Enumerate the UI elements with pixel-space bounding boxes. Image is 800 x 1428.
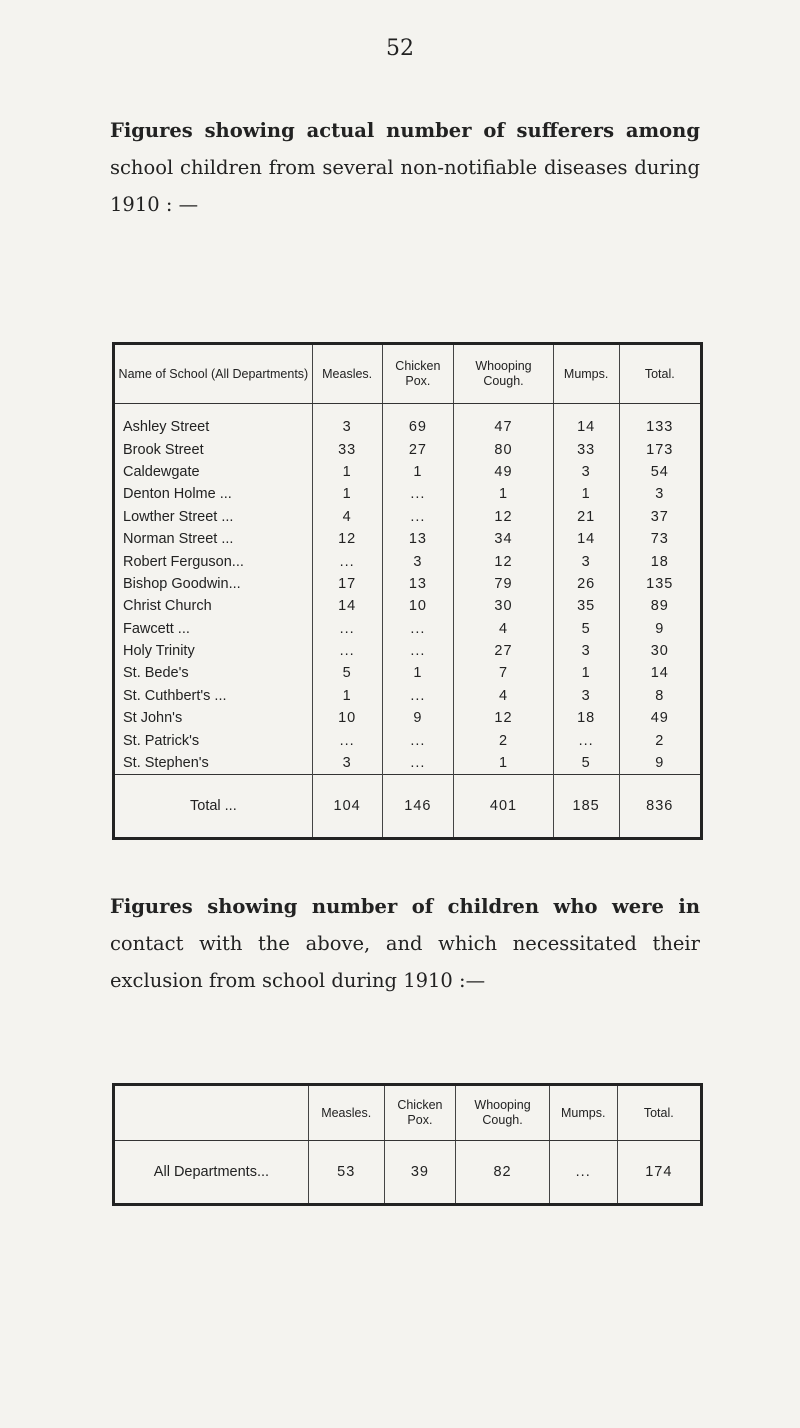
cell-chicken-pox: ... [382,506,454,528]
cell-chicken-pox: 13 [382,528,454,550]
cell-measles: 1 [312,461,382,483]
cell-school: Bishop Goodwin... [123,575,241,592]
cell-mumps: 21 [553,506,619,528]
total-whooping-cough: 401 [454,775,554,839]
cell-total: 174 [617,1141,701,1205]
cell-mumps: ... [549,1141,617,1205]
cell-chicken-pox: ... [382,640,454,662]
cell-mumps: 3 [553,685,619,707]
cell-total: 18 [619,550,701,572]
cell-total: 30 [619,640,701,662]
header-total: Total. [617,1085,701,1141]
cell-total: 49 [619,707,701,729]
cell-whooping-cough: 79 [454,573,554,595]
table-row [114,461,702,483]
total-label: Total ... [114,775,313,839]
cell-measles: ... [312,618,382,640]
cell-school: Lowther Street ... [123,508,234,525]
table-row [114,404,702,439]
cell-total: 8 [619,685,701,707]
cell-mumps: 3 [553,550,619,572]
header-mumps: Mumps. [549,1085,617,1141]
cell-school: Fawcett ... [123,620,190,637]
cell-chicken-pox: ... [382,483,454,505]
cell-total: 54 [619,461,701,483]
cell-total: 14 [619,662,701,684]
cell-total: 135 [619,573,701,595]
cell-school: Brook Street [123,441,204,458]
header-measles: Measles. [308,1085,384,1141]
cell-chicken-pox: ... [382,729,454,751]
sufferers-table [112,342,703,840]
cell-whooping-cough: 49 [454,461,554,483]
paragraph-body: contact with the above, and which necessitated their exclusion from school during 1910 :— [110,932,700,992]
table-row [114,595,702,617]
cell-whooping-cough: 27 [454,640,554,662]
table-header-row [114,344,702,404]
cell-chicken-pox: 3 [382,550,454,572]
table-row [114,506,702,528]
cell-school: Christ Church [123,598,212,615]
cell-chicken-pox: 39 [384,1141,456,1205]
cell-chicken-pox: ... [382,618,454,640]
cell-mumps: 14 [553,404,619,439]
cell-whooping-cough: 1 [454,752,554,775]
header-whooping-cough: Whooping Cough. [454,344,554,404]
table-row [114,438,702,460]
table-header-row [114,1085,702,1141]
cell-mumps: 1 [553,662,619,684]
cell-total: 2 [619,729,701,751]
table-row [114,483,702,505]
cell-whooping-cough: 80 [454,438,554,460]
header-chicken-pox: Chicken Pox. [384,1085,456,1141]
cell-mumps: 3 [553,640,619,662]
cell-whooping-cough: 2 [454,729,554,751]
cell-measles: 10 [312,707,382,729]
table-row [114,640,702,662]
cell-chicken-pox: 27 [382,438,454,460]
table-row [114,662,702,684]
cell-school: St. Cuthbert's ... [123,687,227,704]
table-row [114,685,702,707]
paragraph-lead: Figures showing actual number of sufferers among [110,119,700,142]
cell-total: 133 [619,404,701,439]
header-total: Total. [619,344,701,404]
cell-whooping-cough: 12 [454,550,554,572]
cell-measles: 1 [312,685,382,707]
cell-school: St John's [123,710,183,727]
table-row [114,729,702,751]
cell-chicken-pox: 9 [382,707,454,729]
cell-chicken-pox: 10 [382,595,454,617]
cell-whooping-cough: 12 [454,506,554,528]
cell-whooping-cough: 1 [454,483,554,505]
cell-measles: ... [312,550,382,572]
paragraph-lead: Figures showing number of children who were in [110,895,700,918]
cell-measles: ... [312,640,382,662]
header-mumps: Mumps. [553,344,619,404]
paragraph-body: school children from several non-notifiable diseases during 1910 : — [110,156,700,216]
cell-total: 89 [619,595,701,617]
table-row [114,707,702,729]
cell-total: 9 [619,618,701,640]
cell-mumps: ... [553,729,619,751]
cell-measles: 33 [312,438,382,460]
page-number: 52 [386,36,414,61]
cell-school: Denton Holme ... [123,486,232,503]
cell-school: Holy Trinity [123,643,195,660]
cell-whooping-cough: 47 [454,404,554,439]
cell-mumps: 33 [553,438,619,460]
cell-measles: 4 [312,506,382,528]
cell-whooping-cough: 30 [454,595,554,617]
cell-school: St. Stephen's [123,755,209,772]
cell-measles: 12 [312,528,382,550]
cell-chicken-pox: 1 [382,461,454,483]
cell-mumps: 3 [553,461,619,483]
header-school: Name of School (All Departments) [114,344,313,404]
cell-measles: 53 [308,1141,384,1205]
cell-mumps: 1 [553,483,619,505]
table-row [114,528,702,550]
cell-total: 3 [619,483,701,505]
cell-measles: 17 [312,573,382,595]
cell-school: Caldewgate [123,463,200,480]
cell-mumps: 5 [553,618,619,640]
cell-whooping-cough: 7 [454,662,554,684]
cell-chicken-pox: ... [382,685,454,707]
header-chicken-pox: Chicken Pox. [382,344,454,404]
total-chicken-pox: 146 [382,775,454,839]
cell-school: Ashley Street [123,419,210,436]
cell-chicken-pox: 69 [382,404,454,439]
header-whooping-cough: Whooping Cough. [456,1085,550,1141]
cell-mumps: 18 [553,707,619,729]
intro-paragraph-sufferers [110,112,700,223]
table-total-row [114,775,702,839]
table-row [114,618,702,640]
cell-whooping-cough: 4 [454,618,554,640]
cell-mumps: 26 [553,573,619,595]
cell-measles: 14 [312,595,382,617]
total-mumps: 185 [553,775,619,839]
table-row [114,1141,702,1205]
total-total: 836 [619,775,701,839]
cell-whooping-cough: 82 [456,1141,550,1205]
header-measles: Measles. [312,344,382,404]
cell-whooping-cough: 12 [454,707,554,729]
cell-mumps: 5 [553,752,619,775]
cell-mumps: 35 [553,595,619,617]
cell-measles: 5 [312,662,382,684]
cell-measles: ... [312,729,382,751]
table-row [114,752,702,775]
cell-total: 73 [619,528,701,550]
cell-total: 9 [619,752,701,775]
cell-whooping-cough: 4 [454,685,554,707]
cell-chicken-pox: 13 [382,573,454,595]
cell-chicken-pox: 1 [382,662,454,684]
row-label: All Departments... [153,1164,270,1180]
cell-total: 173 [619,438,701,460]
intro-paragraph-contacts [110,888,700,999]
cell-school: Norman Street ... [123,531,234,548]
table-row [114,550,702,572]
cell-measles: 3 [312,404,382,439]
total-measles: 104 [312,775,382,839]
cell-school: St. Bede's [123,665,189,682]
cell-measles: 1 [312,483,382,505]
cell-chicken-pox: ... [382,752,454,775]
cell-total: 37 [619,506,701,528]
cell-mumps: 14 [553,528,619,550]
contacts-table [112,1083,703,1206]
table-row [114,573,702,595]
header-blank [114,1085,309,1141]
cell-whooping-cough: 34 [454,528,554,550]
cell-school: Robert Ferguson... [123,553,244,570]
cell-measles: 3 [312,752,382,775]
cell-school: St. Patrick's [123,732,200,749]
